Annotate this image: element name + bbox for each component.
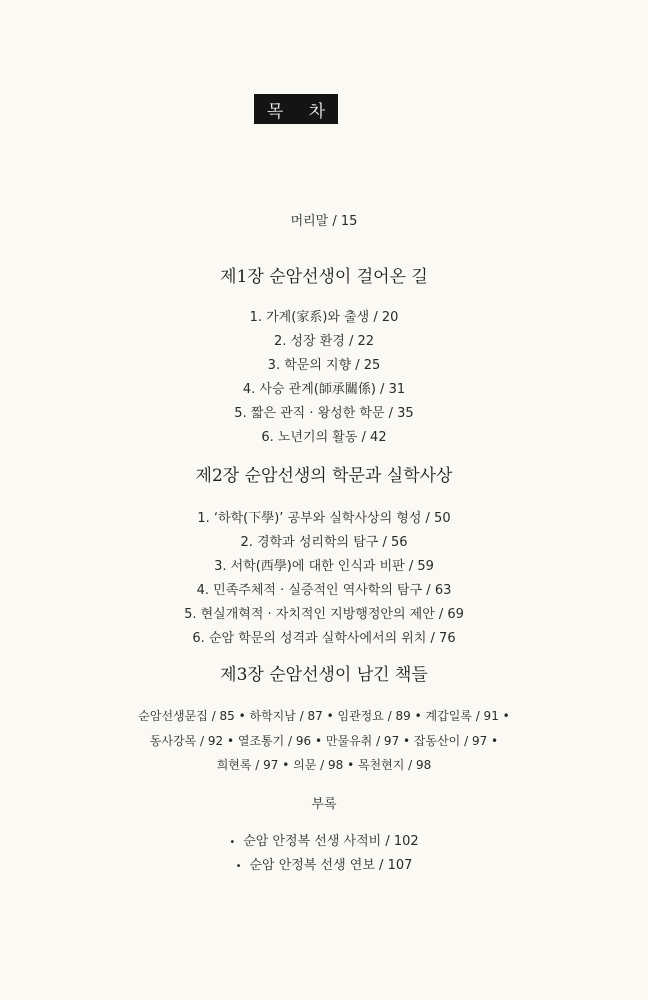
chapter-1-item[interactable]: 4. 사승 관계(師承關係) / 31 bbox=[242, 382, 406, 397]
appendix-title[interactable]: 부록 bbox=[311, 797, 337, 812]
toc-title: 목 차 bbox=[254, 94, 338, 124]
chapter-3-book-list-line: 순암선생문집 / 85 • 하학지남 / 87 • 임관정요 / 89 • 계갑일록 / 91 • bbox=[138, 709, 510, 723]
chapter-3-title[interactable]: 제3장 순암선생이 남긴 책들 bbox=[220, 665, 428, 685]
chapter-1-title[interactable]: 제1장 순암선생이 걸어온 길 bbox=[220, 267, 428, 287]
chapter-2-item[interactable]: 4. 민족주체적 · 실증적인 역사학의 탐구 / 63 bbox=[196, 583, 452, 598]
chapter-1-item[interactable]: 1. 가계(家系)와 출생 / 20 bbox=[249, 310, 399, 325]
bullet-icon: • bbox=[235, 861, 242, 872]
chapter-2-item[interactable]: 6. 순암 학문의 성격과 실학사에서의 위치 / 76 bbox=[192, 631, 456, 646]
chapter-1-item[interactable]: 3. 학문의 지향 / 25 bbox=[267, 358, 381, 373]
appendix-item-label: 순암 안정복 선생 사적비 / 102 bbox=[243, 834, 419, 849]
chapter-1-item[interactable]: 2. 성장 환경 / 22 bbox=[273, 334, 375, 349]
preface-entry[interactable]: 머리말 / 15 bbox=[290, 214, 358, 229]
chapter-2-item[interactable]: 2. 경학과 성리학의 탐구 / 56 bbox=[240, 535, 408, 550]
chapter-2-item[interactable]: 3. 서학(西學)에 대한 인식과 비판 / 59 bbox=[214, 559, 434, 574]
chapter-1-item[interactable]: 6. 노년기의 활동 / 42 bbox=[261, 430, 387, 445]
appendix-item[interactable] bbox=[0, 854, 648, 873]
chapter-3-book-list-line: 동사강목 / 92 • 열조통기 / 96 • 만물유취 / 97 • 잡동산이 / 97 • bbox=[149, 734, 499, 748]
appendix-item-label: 순암 안정복 선생 연보 / 107 bbox=[249, 858, 413, 873]
chapter-2-item[interactable]: 5. 현실개혁적 · 자치적인 지방행정안의 제안 / 69 bbox=[184, 607, 464, 622]
chapter-2-title[interactable]: 제2장 순암선생의 학문과 실학사상 bbox=[195, 466, 453, 486]
chapter-2-item[interactable]: 1. ‘하학(下學)’ 공부와 실학사상의 형성 / 50 bbox=[197, 511, 451, 526]
appendix-item[interactable] bbox=[0, 830, 648, 849]
chapter-3-book-list-line: 희현록 / 97 • 의문 / 98 • 목천현지 / 98 bbox=[216, 758, 432, 772]
bullet-icon: • bbox=[229, 837, 236, 848]
chapter-1-item[interactable]: 5. 짧은 관직 · 왕성한 학문 / 35 bbox=[234, 406, 414, 421]
